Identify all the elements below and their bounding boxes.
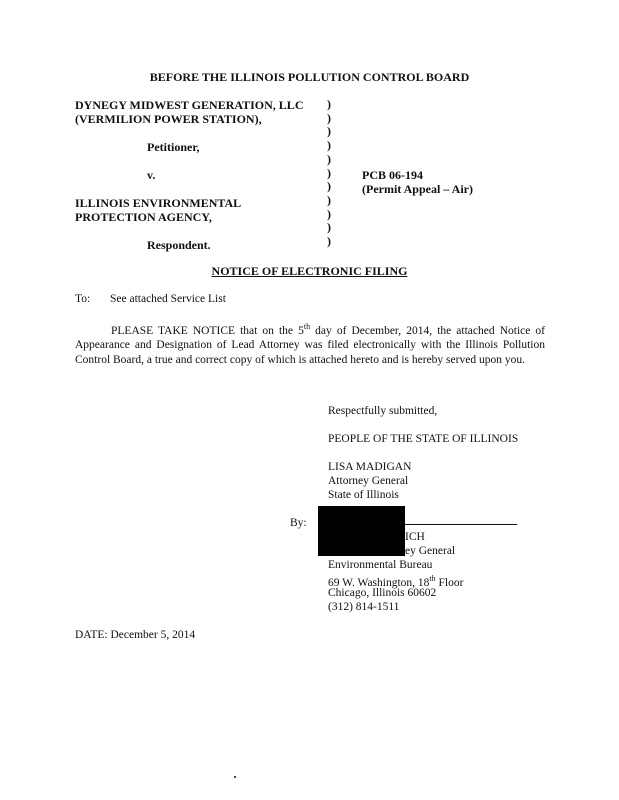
to-value: See attached Service List (110, 293, 226, 305)
notice-body-text: PLEASE TAKE NOTICE that on the 5 (111, 324, 304, 337)
case-type: (Permit Appeal – Air) (362, 182, 473, 196)
caption-parenthesis: ) (327, 234, 331, 249)
caption-parenthesis: ) (327, 165, 331, 180)
caption-parenthesis: ) (327, 179, 331, 194)
attorney-general-name: LISA MADIGAN (328, 461, 412, 473)
caption-parenthesis-column (327, 98, 331, 249)
respondent-name: ILLINOIS ENVIRONMENTAL (75, 196, 242, 210)
petitioner-name: DYNEGY MIDWEST GENERATION, LLC (75, 98, 304, 112)
caption-parenthesis: ) (327, 138, 331, 153)
petitioner-station: (VERMILION POWER STATION), (75, 112, 262, 126)
case-number: PCB 06-194 (362, 168, 423, 182)
petitioner-role: Petitioner, (147, 140, 200, 154)
street-address-text: 69 W. Washington, 18 (328, 576, 430, 589)
notice-body-superscript: th (303, 322, 311, 331)
notice-body-paragraph (75, 320, 545, 367)
versus-label: v. (147, 168, 156, 182)
street-address-superscript: th (429, 574, 436, 583)
board-title: BEFORE THE ILLINOIS POLLUTION CONTROL BOARD (149, 70, 470, 84)
attorney-name-partial: ICH (405, 531, 425, 543)
attorney-general-state: State of Illinois (328, 489, 399, 501)
caption-parenthesis: ) (327, 97, 331, 111)
bureau-name: Environmental Bureau (328, 559, 433, 571)
city-state-zip: Chicago, Illinois 60602 (328, 587, 437, 599)
phone-number: (312) 814-1511 (328, 601, 400, 613)
signature-closing: Respectfully submitted, (328, 405, 438, 417)
caption-parenthesis: ) (327, 151, 331, 166)
street-address-floor: Floor (435, 576, 464, 589)
notice-body-text-continued: day of December, 2014, the attached Notice of Appearance and Designation of Lead Attorney was filed electronically with the Illinois Pollution Control Board, a true and correct copy of which is attached hereto and is hereby served upon you. (75, 324, 546, 366)
caption-parenthesis: ) (327, 206, 331, 221)
notice-title: NOTICE OF ELECTRONIC FILING (211, 264, 408, 278)
caption-parenthesis: ) (327, 110, 331, 125)
signature-party: PEOPLE OF THE STATE OF ILLINOIS (328, 433, 519, 445)
scan-artifact-dot (234, 776, 236, 778)
date-line: DATE: December 5, 2014 (75, 629, 196, 641)
signature-line (405, 524, 517, 525)
caption-parenthesis: ) (327, 220, 331, 235)
attorney-title-partial: ey General (405, 545, 456, 557)
attorney-general-title: Attorney General (328, 475, 409, 487)
respondent-agency: PROTECTION AGENCY, (75, 210, 212, 224)
caption-parenthesis: ) (327, 192, 331, 207)
caption-parenthesis: ) (327, 124, 331, 139)
redaction-block (318, 506, 405, 556)
to-label: To: (75, 293, 91, 305)
respondent-role: Respondent. (147, 238, 211, 252)
by-label: By: (290, 517, 307, 529)
